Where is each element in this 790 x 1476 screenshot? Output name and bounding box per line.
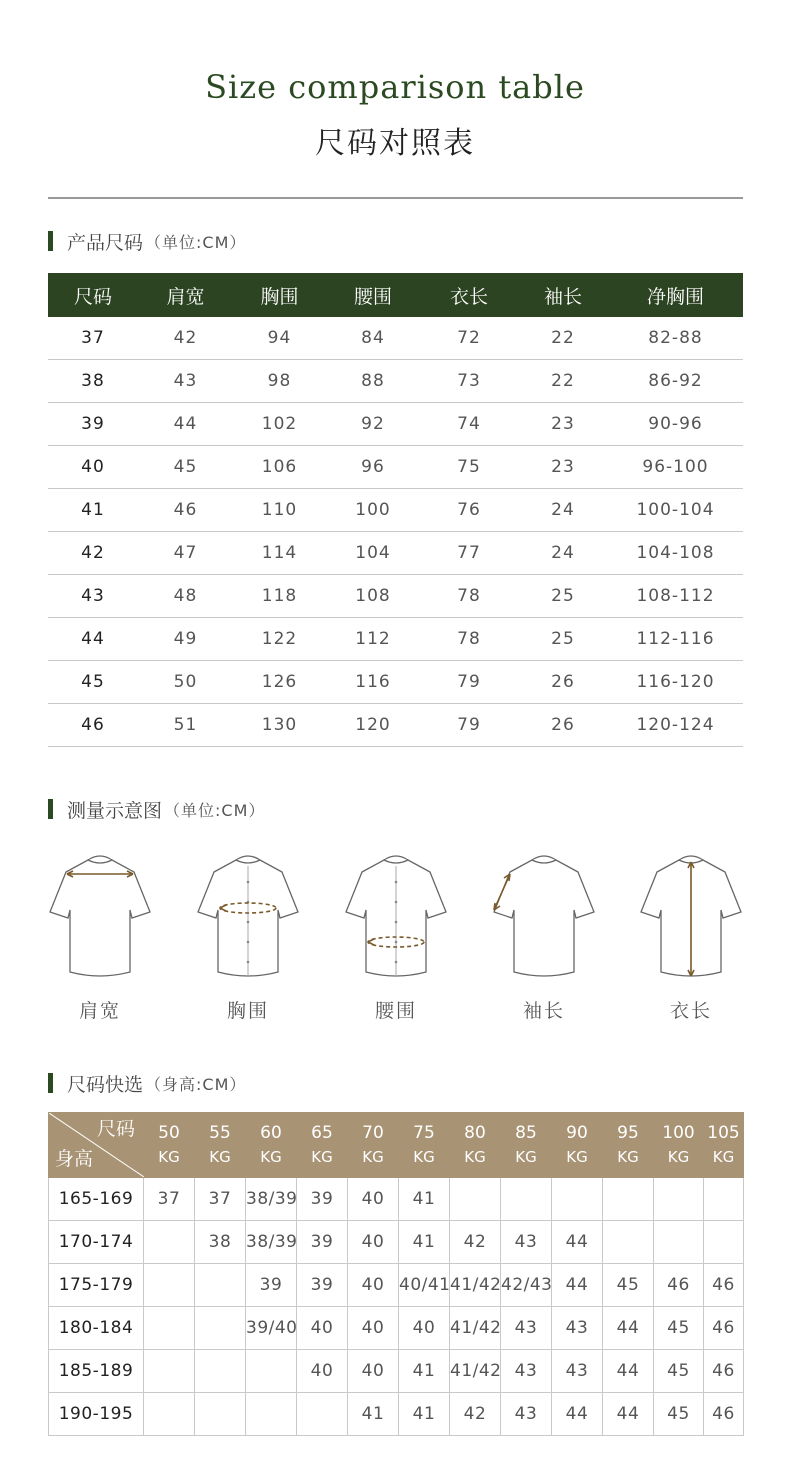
section-title: 尺码快选	[67, 1073, 144, 1096]
measure-cell: 72	[420, 317, 518, 360]
height-cell: 180-184	[49, 1307, 144, 1350]
size-cell: 45	[654, 1393, 704, 1436]
measure-cell: 88	[326, 360, 420, 403]
weight-unit: KG	[617, 1148, 639, 1166]
measure-cell: 78	[420, 618, 518, 661]
section-heading-measure	[48, 798, 265, 820]
size-table	[48, 273, 743, 747]
quick-select-table	[48, 1112, 744, 1436]
corner-label-height: 身高	[55, 1148, 94, 1170]
measure-cell: 126	[233, 661, 326, 704]
diagram-label: 衣长	[669, 1000, 712, 1022]
size-cell	[144, 1221, 195, 1264]
height-cell: 165-169	[49, 1178, 144, 1221]
weight-unit: KG	[362, 1148, 384, 1166]
weight-column-header	[603, 1113, 654, 1178]
measure-cell: 110	[233, 489, 326, 532]
measure-cell: 76	[420, 489, 518, 532]
size-cell: 39	[297, 1178, 348, 1221]
size-cell: 41/42	[450, 1350, 501, 1393]
size-cell	[450, 1178, 501, 1221]
table-row	[48, 489, 743, 532]
section-heading-quick-select	[48, 1072, 246, 1094]
weight-column-header	[348, 1113, 399, 1178]
table-row	[49, 1221, 744, 1264]
column-header: 腰围	[326, 273, 420, 317]
page-title-cn: 尺码对照表	[315, 126, 475, 161]
quick-table-header-row	[49, 1113, 744, 1178]
weight-column-header	[195, 1113, 246, 1178]
measure-cell: 48	[138, 575, 233, 618]
diagram-sleeve	[492, 852, 596, 1023]
weight-column-header	[501, 1113, 552, 1178]
size-cell	[704, 1221, 744, 1264]
table-row	[48, 446, 743, 489]
size-cell	[195, 1350, 246, 1393]
measure-cell: 114	[233, 532, 326, 575]
section-title: 产品尺码	[67, 231, 144, 254]
size-cell: 42	[48, 532, 138, 575]
measure-cell: 74	[420, 403, 518, 446]
measure-cell: 24	[518, 532, 608, 575]
measure-cell: 116	[326, 661, 420, 704]
size-cell: 40/41	[399, 1264, 450, 1307]
measure-cell: 82-88	[608, 317, 743, 360]
measure-cell: 86-92	[608, 360, 743, 403]
size-cell: 43	[501, 1350, 552, 1393]
weight-unit: KG	[311, 1148, 333, 1166]
weight-value: 80	[464, 1123, 486, 1143]
weight-value: 60	[260, 1123, 282, 1143]
column-header: 胸围	[233, 273, 326, 317]
column-header: 净胸围	[608, 273, 743, 317]
measure-cell: 51	[138, 704, 233, 747]
corner-label-size: 尺码	[96, 1118, 135, 1140]
size-cell: 41	[399, 1393, 450, 1436]
size-cell: 42/43	[501, 1264, 552, 1307]
measure-cell: 92	[326, 403, 420, 446]
measure-cell: 108	[326, 575, 420, 618]
measure-cell: 78	[420, 575, 518, 618]
size-cell	[144, 1307, 195, 1350]
measure-cell: 75	[420, 446, 518, 489]
diagram-shoulder	[48, 852, 152, 1023]
table-row	[49, 1264, 744, 1307]
size-cell: 40	[399, 1307, 450, 1350]
weight-column-header	[399, 1113, 450, 1178]
measure-cell: 98	[233, 360, 326, 403]
weight-unit: KG	[667, 1148, 690, 1166]
shirt-waist-icon	[344, 852, 448, 982]
weight-unit: KG	[260, 1148, 282, 1166]
size-cell: 40	[348, 1264, 399, 1307]
size-cell: 42	[450, 1221, 501, 1264]
size-cell: 45	[603, 1264, 654, 1307]
weight-unit: KG	[209, 1148, 231, 1166]
section-marker	[48, 799, 53, 819]
measure-cell: 22	[518, 317, 608, 360]
size-cell: 40	[348, 1350, 399, 1393]
corner-header	[49, 1113, 144, 1178]
measure-cell: 26	[518, 661, 608, 704]
size-cell: 38/39	[246, 1221, 297, 1264]
weight-value: 65	[311, 1123, 333, 1143]
size-cell: 40	[348, 1307, 399, 1350]
height-cell: 190-195	[49, 1393, 144, 1436]
size-cell	[246, 1350, 297, 1393]
weight-column-header	[552, 1113, 603, 1178]
size-cell: 43	[552, 1350, 603, 1393]
measure-cell: 100-104	[608, 489, 743, 532]
size-cell	[603, 1221, 654, 1264]
size-cell: 37	[195, 1178, 246, 1221]
size-cell: 45	[654, 1350, 704, 1393]
height-cell: 170-174	[49, 1221, 144, 1264]
size-cell: 44	[603, 1307, 654, 1350]
measure-cell: 122	[233, 618, 326, 661]
measure-cell: 45	[138, 446, 233, 489]
size-cell: 41/42	[450, 1307, 501, 1350]
weight-unit: KG	[413, 1148, 435, 1166]
diagram-label: 袖长	[522, 1000, 565, 1022]
diagram-label: 肩宽	[78, 1000, 121, 1022]
size-cell	[654, 1178, 704, 1221]
measure-cell: 79	[420, 704, 518, 747]
size-cell	[246, 1393, 297, 1436]
section-heading-product-size	[48, 230, 246, 252]
weight-value: 85	[515, 1123, 537, 1143]
size-cell: 46	[704, 1264, 744, 1307]
weight-unit: KG	[566, 1148, 588, 1166]
size-cell: 43	[501, 1393, 552, 1436]
size-cell	[552, 1178, 603, 1221]
table-row	[49, 1350, 744, 1393]
table-row	[48, 661, 743, 704]
table-row	[48, 618, 743, 661]
column-header: 袖长	[518, 273, 608, 317]
section-unit: （单位:CM）	[145, 232, 247, 252]
measure-cell: 94	[233, 317, 326, 360]
size-cell: 41	[399, 1178, 450, 1221]
measure-cell: 44	[138, 403, 233, 446]
height-cell: 175-179	[49, 1264, 144, 1307]
size-cell: 40	[297, 1307, 348, 1350]
measurement-diagrams	[48, 852, 743, 1032]
size-cell: 39	[246, 1264, 297, 1307]
size-cell: 44	[552, 1264, 603, 1307]
measure-cell: 104	[326, 532, 420, 575]
measure-cell: 22	[518, 360, 608, 403]
weight-value: 55	[209, 1123, 231, 1143]
measure-cell: 43	[138, 360, 233, 403]
measure-cell: 120-124	[608, 704, 743, 747]
shirt-shoulder-width-icon	[48, 852, 152, 982]
size-cell: 39/40	[246, 1307, 297, 1350]
weight-value: 90	[566, 1123, 588, 1143]
size-cell: 43	[48, 575, 138, 618]
weight-unit: KG	[158, 1148, 180, 1166]
size-cell: 42	[450, 1393, 501, 1436]
measure-cell: 77	[420, 532, 518, 575]
measure-cell: 108-112	[608, 575, 743, 618]
weight-column-header	[246, 1113, 297, 1178]
size-cell	[654, 1221, 704, 1264]
weight-value: 105	[707, 1123, 740, 1143]
table-row	[48, 403, 743, 446]
size-cell: 39	[297, 1221, 348, 1264]
size-cell	[144, 1393, 195, 1436]
shirt-sleeve-length-icon	[492, 852, 596, 982]
table-row	[49, 1178, 744, 1221]
table-row	[49, 1393, 744, 1436]
measure-cell: 100	[326, 489, 420, 532]
size-cell: 45	[48, 661, 138, 704]
table-row	[48, 704, 743, 747]
measure-cell: 104-108	[608, 532, 743, 575]
size-cell: 44	[552, 1221, 603, 1264]
measure-cell: 96-100	[608, 446, 743, 489]
size-cell: 44	[48, 618, 138, 661]
size-cell: 37	[144, 1178, 195, 1221]
measure-cell: 49	[138, 618, 233, 661]
size-cell: 40	[48, 446, 138, 489]
measure-cell: 26	[518, 704, 608, 747]
shirt-chest-icon	[196, 852, 300, 982]
measure-cell: 42	[138, 317, 233, 360]
measure-cell: 116-120	[608, 661, 743, 704]
size-cell: 43	[501, 1221, 552, 1264]
size-cell: 43	[552, 1307, 603, 1350]
measure-cell: 47	[138, 532, 233, 575]
size-cell: 38	[195, 1221, 246, 1264]
measure-cell: 46	[138, 489, 233, 532]
section-unit: （身高:CM）	[145, 1074, 247, 1094]
size-cell: 44	[552, 1393, 603, 1436]
measure-cell: 112-116	[608, 618, 743, 661]
size-cell: 43	[501, 1307, 552, 1350]
weight-value: 70	[362, 1123, 384, 1143]
weight-value: 100	[662, 1123, 695, 1143]
weight-value: 75	[413, 1123, 435, 1143]
table-row	[48, 532, 743, 575]
section-unit: （单位:CM）	[164, 800, 266, 820]
measure-cell: 112	[326, 618, 420, 661]
weight-column-header	[654, 1113, 704, 1178]
size-cell: 38	[48, 360, 138, 403]
weight-column-header	[704, 1113, 744, 1178]
column-header: 肩宽	[138, 273, 233, 317]
size-cell: 46	[48, 704, 138, 747]
size-table-header-row	[48, 273, 743, 317]
size-cell: 46	[704, 1350, 744, 1393]
measure-cell: 73	[420, 360, 518, 403]
measure-cell: 23	[518, 446, 608, 489]
size-cell	[704, 1178, 744, 1221]
diagram-chest	[196, 852, 300, 1023]
size-cell: 41	[48, 489, 138, 532]
weight-unit: KG	[464, 1148, 486, 1166]
size-cell	[501, 1178, 552, 1221]
weight-column-header	[144, 1113, 195, 1178]
weight-column-header	[297, 1113, 348, 1178]
height-cell: 185-189	[49, 1350, 144, 1393]
measure-cell: 25	[518, 575, 608, 618]
measure-cell: 102	[233, 403, 326, 446]
size-cell	[603, 1178, 654, 1221]
measure-cell: 96	[326, 446, 420, 489]
weight-value: 95	[617, 1123, 639, 1143]
measure-cell: 90-96	[608, 403, 743, 446]
column-header: 尺码	[48, 273, 138, 317]
size-cell: 41	[399, 1350, 450, 1393]
size-cell	[195, 1264, 246, 1307]
divider	[48, 197, 743, 199]
size-cell: 40	[348, 1178, 399, 1221]
size-cell	[144, 1350, 195, 1393]
table-row	[48, 360, 743, 403]
size-cell	[195, 1307, 246, 1350]
size-cell: 45	[654, 1307, 704, 1350]
size-cell: 46	[704, 1307, 744, 1350]
size-cell: 40	[348, 1221, 399, 1264]
size-cell: 46	[654, 1264, 704, 1307]
table-row	[49, 1307, 744, 1350]
weight-unit: KG	[712, 1148, 735, 1166]
size-cell	[297, 1393, 348, 1436]
diagram-length	[639, 852, 743, 1023]
table-row	[48, 317, 743, 360]
size-cell: 44	[603, 1350, 654, 1393]
diagram-waist	[344, 852, 448, 1023]
size-cell: 39	[48, 403, 138, 446]
size-cell	[195, 1393, 246, 1436]
measure-cell: 23	[518, 403, 608, 446]
size-cell: 38/39	[246, 1178, 297, 1221]
section-marker	[48, 231, 53, 251]
size-cell: 37	[48, 317, 138, 360]
size-cell: 44	[603, 1393, 654, 1436]
measure-cell: 24	[518, 489, 608, 532]
column-header: 衣长	[420, 273, 518, 317]
measure-cell: 84	[326, 317, 420, 360]
page-title-en: Size comparison table	[205, 68, 585, 106]
size-cell: 46	[704, 1393, 744, 1436]
weight-unit: KG	[515, 1148, 537, 1166]
table-row	[48, 575, 743, 618]
section-title: 测量示意图	[67, 799, 163, 822]
section-marker	[48, 1073, 53, 1093]
size-cell: 41	[399, 1221, 450, 1264]
measure-cell: 25	[518, 618, 608, 661]
size-cell: 39	[297, 1264, 348, 1307]
weight-value: 50	[158, 1123, 180, 1143]
measure-cell: 79	[420, 661, 518, 704]
diagram-label: 胸围	[226, 1000, 269, 1022]
size-cell: 40	[297, 1350, 348, 1393]
weight-column-header	[450, 1113, 501, 1178]
size-cell	[144, 1264, 195, 1307]
measure-cell: 130	[233, 704, 326, 747]
shirt-body-length-icon	[639, 852, 743, 982]
measure-cell: 118	[233, 575, 326, 618]
measure-cell: 120	[326, 704, 420, 747]
size-cell: 41/42	[450, 1264, 501, 1307]
diagram-label: 腰围	[374, 1000, 417, 1022]
measure-cell: 106	[233, 446, 326, 489]
measure-cell: 50	[138, 661, 233, 704]
size-cell: 41	[348, 1393, 399, 1436]
